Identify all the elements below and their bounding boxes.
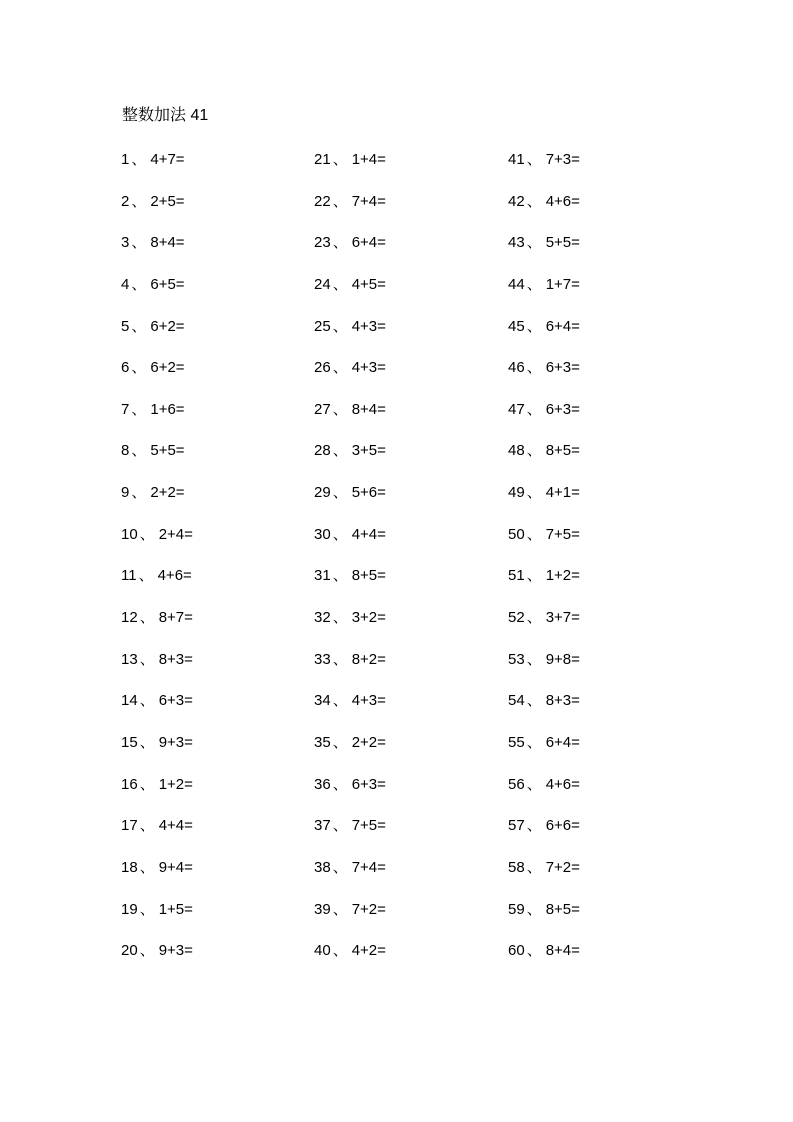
problem-separator: 、: [526, 733, 542, 751]
problem-item: [314, 608, 504, 650]
problem-separator: 、: [526, 817, 542, 835]
problem-item: [508, 150, 698, 192]
problem-number: 28: [314, 442, 331, 460]
problem-number: 8: [121, 442, 130, 460]
problem-expression: 1+2=: [545, 567, 580, 585]
problem-expression: 7+4=: [351, 858, 386, 876]
problem-expression: 6+3=: [545, 400, 580, 418]
problem-separator: 、: [526, 317, 542, 335]
problem-number: 16: [121, 775, 138, 793]
problem-expression: 6+4=: [545, 317, 580, 335]
problem-expression: 8+4=: [150, 234, 185, 252]
problem-separator: 、: [332, 400, 348, 418]
problem-item: [121, 441, 311, 483]
problem-number: 12: [121, 609, 138, 627]
problem-number: 55: [508, 733, 525, 751]
problem-expression: 4+7=: [150, 151, 185, 168]
problem-item: [508, 858, 698, 900]
problem-expression: 1+5=: [158, 900, 193, 918]
problem-column-2: [314, 150, 504, 983]
problem-separator: 、: [332, 484, 348, 502]
problem-separator: 、: [131, 151, 147, 168]
problem-separator: 、: [526, 692, 542, 710]
problem-separator: 、: [526, 484, 542, 502]
problem-separator: 、: [526, 567, 542, 585]
problem-number: 30: [314, 525, 331, 543]
problem-separator: 、: [139, 942, 155, 960]
problem-expression: 8+5=: [545, 900, 580, 918]
problem-expression: 2+2=: [150, 484, 185, 502]
problem-number: 34: [314, 692, 331, 710]
problem-column-3: [508, 150, 698, 983]
problem-separator: 、: [526, 192, 542, 210]
problem-number: 21: [314, 151, 331, 168]
problem-item: [121, 775, 311, 817]
problem-number: 53: [508, 650, 525, 668]
problem-expression: 1+4=: [351, 151, 386, 168]
problem-separator: 、: [526, 275, 542, 293]
problem-number: 5: [121, 317, 130, 335]
problem-item: [121, 608, 311, 650]
problem-number: 47: [508, 400, 525, 418]
problem-expression: 7+3=: [545, 151, 580, 168]
problem-number: 43: [508, 234, 525, 252]
problem-expression: 9+8=: [545, 650, 580, 668]
problem-item: [121, 900, 311, 942]
problem-number: 46: [508, 359, 525, 377]
problem-expression: 8+5=: [545, 442, 580, 460]
problem-expression: 4+3=: [351, 359, 386, 377]
problem-separator: 、: [138, 567, 154, 585]
problem-item: [508, 400, 698, 442]
problem-item: [121, 400, 311, 442]
problem-expression: 1+7=: [545, 275, 580, 293]
problem-number: 27: [314, 400, 331, 418]
problem-item: [121, 317, 311, 359]
problem-number: 1: [121, 151, 130, 168]
problem-separator: 、: [332, 442, 348, 460]
problem-expression: 6+2=: [150, 359, 185, 377]
problem-item: [314, 775, 504, 817]
problem-number: 17: [121, 817, 138, 835]
problem-number: 44: [508, 275, 525, 293]
problem-separator: 、: [332, 817, 348, 835]
problem-item: [508, 275, 698, 317]
problem-separator: 、: [526, 234, 542, 252]
problem-item: [121, 525, 311, 567]
problem-number: 20: [121, 942, 138, 960]
problem-number: 48: [508, 442, 525, 460]
problem-number: 39: [314, 900, 331, 918]
problem-separator: 、: [139, 817, 155, 835]
problem-separator: 、: [332, 234, 348, 252]
problem-item: [314, 150, 504, 192]
problem-separator: 、: [332, 650, 348, 668]
problem-item: [508, 733, 698, 775]
problem-separator: 、: [332, 151, 348, 168]
problem-item: [121, 192, 311, 234]
problem-expression: 9+3=: [158, 733, 193, 751]
problem-separator: 、: [131, 442, 147, 460]
problem-item: [314, 192, 504, 234]
problem-separator: 、: [332, 942, 348, 960]
problem-expression: 3+5=: [351, 442, 386, 460]
problem-number: 29: [314, 484, 331, 502]
problem-item: [508, 192, 698, 234]
problem-expression: 4+5=: [351, 275, 386, 293]
problem-expression: 3+2=: [351, 609, 386, 627]
problem-item: [314, 650, 504, 692]
problem-item: [508, 358, 698, 400]
problem-expression: 4+3=: [351, 692, 386, 710]
problem-expression: 4+6=: [545, 775, 580, 793]
problem-expression: 9+3=: [158, 942, 193, 960]
problem-item: [508, 233, 698, 275]
problem-expression: 4+6=: [157, 567, 192, 585]
problem-item: [314, 233, 504, 275]
problem-item: [508, 816, 698, 858]
problem-expression: 4+2=: [351, 942, 386, 960]
problem-item: [314, 858, 504, 900]
problem-number: 52: [508, 609, 525, 627]
problem-number: 56: [508, 775, 525, 793]
problem-separator: 、: [332, 733, 348, 751]
problem-separator: 、: [332, 692, 348, 710]
problem-expression: 7+5=: [545, 525, 580, 543]
problem-separator: 、: [139, 650, 155, 668]
problem-separator: 、: [332, 775, 348, 793]
problem-expression: 8+4=: [351, 400, 386, 418]
problem-number: 10: [121, 525, 138, 543]
problem-item: [314, 941, 504, 983]
problem-expression: 2+5=: [150, 192, 185, 210]
problem-item: [121, 483, 311, 525]
problem-separator: 、: [526, 650, 542, 668]
problem-number: 60: [508, 942, 525, 960]
problem-separator: 、: [139, 609, 155, 627]
problem-separator: 、: [139, 900, 155, 918]
problem-separator: 、: [131, 317, 147, 335]
problem-expression: 7+2=: [351, 900, 386, 918]
problem-number: 19: [121, 900, 138, 918]
problem-item: [508, 691, 698, 733]
problem-item: [314, 317, 504, 359]
problem-number: 32: [314, 609, 331, 627]
problem-item: [508, 775, 698, 817]
problem-number: 2: [121, 192, 130, 210]
problem-separator: 、: [526, 609, 542, 627]
problem-item: [121, 733, 311, 775]
problem-expression: 6+3=: [351, 775, 386, 793]
problem-item: [314, 691, 504, 733]
problem-number: 45: [508, 317, 525, 335]
problem-item: [508, 650, 698, 692]
problem-separator: 、: [526, 151, 542, 168]
problem-item: [314, 358, 504, 400]
problem-item: [314, 441, 504, 483]
problem-expression: 6+5=: [150, 275, 185, 293]
problem-expression: 7+4=: [351, 192, 386, 210]
problem-number: 18: [121, 858, 138, 876]
problem-item: [121, 858, 311, 900]
problem-number: 40: [314, 942, 331, 960]
problem-separator: 、: [131, 275, 147, 293]
problem-item: [121, 816, 311, 858]
problem-separator: 、: [131, 359, 147, 377]
problem-item: [314, 483, 504, 525]
problem-expression: 6+4=: [545, 733, 580, 751]
problem-separator: 、: [526, 775, 542, 793]
problem-number: 42: [508, 192, 525, 210]
problem-expression: 6+2=: [150, 317, 185, 335]
problem-number: 22: [314, 192, 331, 210]
problem-expression: 6+3=: [545, 359, 580, 377]
problem-item: [508, 483, 698, 525]
problem-expression: 6+3=: [158, 692, 193, 710]
problem-number: 26: [314, 359, 331, 377]
problem-item: [121, 233, 311, 275]
problem-number: 9: [121, 484, 130, 502]
problem-expression: 1+2=: [158, 775, 193, 793]
problem-expression: 8+3=: [158, 650, 193, 668]
problem-expression: 8+3=: [545, 692, 580, 710]
worksheet-title: 整数加法 41: [122, 107, 209, 124]
problem-expression: 7+2=: [545, 858, 580, 876]
problem-expression: 8+7=: [158, 609, 193, 627]
problem-separator: 、: [332, 609, 348, 627]
problem-item: [121, 650, 311, 692]
problem-expression: 5+5=: [150, 442, 185, 460]
problem-expression: 5+5=: [545, 234, 580, 252]
problem-separator: 、: [131, 192, 147, 210]
problem-number: 13: [121, 650, 138, 668]
problem-separator: 、: [332, 359, 348, 377]
problem-number: 14: [121, 692, 138, 710]
problem-expression: 5+6=: [351, 484, 386, 502]
problem-separator: 、: [139, 692, 155, 710]
problem-expression: 8+5=: [351, 567, 386, 585]
problem-item: [314, 900, 504, 942]
problem-separator: 、: [332, 192, 348, 210]
problem-separator: 、: [139, 775, 155, 793]
problem-item: [508, 525, 698, 567]
problem-number: 23: [314, 234, 331, 252]
problem-item: [314, 400, 504, 442]
problem-item: [121, 358, 311, 400]
problem-item: [314, 816, 504, 858]
problem-number: 15: [121, 733, 138, 751]
problem-separator: 、: [526, 900, 542, 918]
problem-separator: 、: [139, 525, 155, 543]
problem-expression: 2+2=: [351, 733, 386, 751]
problem-number: 49: [508, 484, 525, 502]
problem-item: [508, 441, 698, 483]
problem-separator: 、: [526, 442, 542, 460]
problem-separator: 、: [332, 900, 348, 918]
problem-separator: 、: [131, 484, 147, 502]
problem-number: 4: [121, 275, 130, 293]
problem-item: [508, 566, 698, 608]
problem-number: 54: [508, 692, 525, 710]
problem-expression: 4+4=: [351, 525, 386, 543]
problem-separator: 、: [139, 858, 155, 876]
problem-separator: 、: [332, 275, 348, 293]
problem-number: 31: [314, 567, 331, 585]
problem-expression: 3+7=: [545, 609, 580, 627]
problem-column-1: [121, 150, 311, 983]
problem-number: 51: [508, 567, 525, 585]
problem-item: [508, 941, 698, 983]
problem-separator: 、: [332, 525, 348, 543]
problem-item: [314, 275, 504, 317]
problem-number: 6: [121, 359, 130, 377]
problem-expression: 6+4=: [351, 234, 386, 252]
problem-item: [508, 317, 698, 359]
problem-expression: 4+6=: [545, 192, 580, 210]
problem-number: 7: [121, 400, 130, 418]
problem-separator: 、: [332, 567, 348, 585]
problem-separator: 、: [131, 234, 147, 252]
problem-expression: 4+1=: [545, 484, 580, 502]
problem-separator: 、: [526, 858, 542, 876]
problem-expression: 9+4=: [158, 858, 193, 876]
problem-expression: 4+4=: [158, 817, 193, 835]
problem-separator: 、: [526, 359, 542, 377]
problem-separator: 、: [526, 525, 542, 543]
problem-number: 58: [508, 858, 525, 876]
problem-item: [314, 525, 504, 567]
problem-separator: 、: [139, 733, 155, 751]
problem-number: 36: [314, 775, 331, 793]
problem-expression: 4+3=: [351, 317, 386, 335]
problem-separator: 、: [526, 942, 542, 960]
problem-number: 59: [508, 900, 525, 918]
problem-item: [121, 566, 311, 608]
problem-item: [121, 691, 311, 733]
problem-separator: 、: [332, 858, 348, 876]
problem-expression: 8+4=: [545, 942, 580, 960]
problem-number: 38: [314, 858, 331, 876]
problem-number: 35: [314, 733, 331, 751]
problem-number: 3: [121, 234, 130, 252]
problem-expression: 1+6=: [150, 400, 185, 418]
problem-separator: 、: [131, 400, 147, 418]
problem-item: [314, 566, 504, 608]
problem-number: 41: [508, 151, 525, 168]
problem-expression: 6+6=: [545, 817, 580, 835]
problem-number: 33: [314, 650, 331, 668]
problem-expression: 7+5=: [351, 817, 386, 835]
problem-number: 37: [314, 817, 331, 835]
problem-expression: 2+4=: [158, 525, 193, 543]
problem-separator: 、: [526, 400, 542, 418]
problem-item: [508, 608, 698, 650]
problem-number: 11: [121, 567, 137, 585]
problem-number: 50: [508, 525, 525, 543]
problem-item: [121, 275, 311, 317]
problem-separator: 、: [332, 317, 348, 335]
problem-item: [508, 900, 698, 942]
problem-item: [121, 941, 311, 983]
problem-expression: 8+2=: [351, 650, 386, 668]
problem-item: [121, 150, 311, 192]
problem-number: 57: [508, 817, 525, 835]
problem-item: [314, 733, 504, 775]
problem-number: 24: [314, 275, 331, 293]
problem-number: 25: [314, 317, 331, 335]
